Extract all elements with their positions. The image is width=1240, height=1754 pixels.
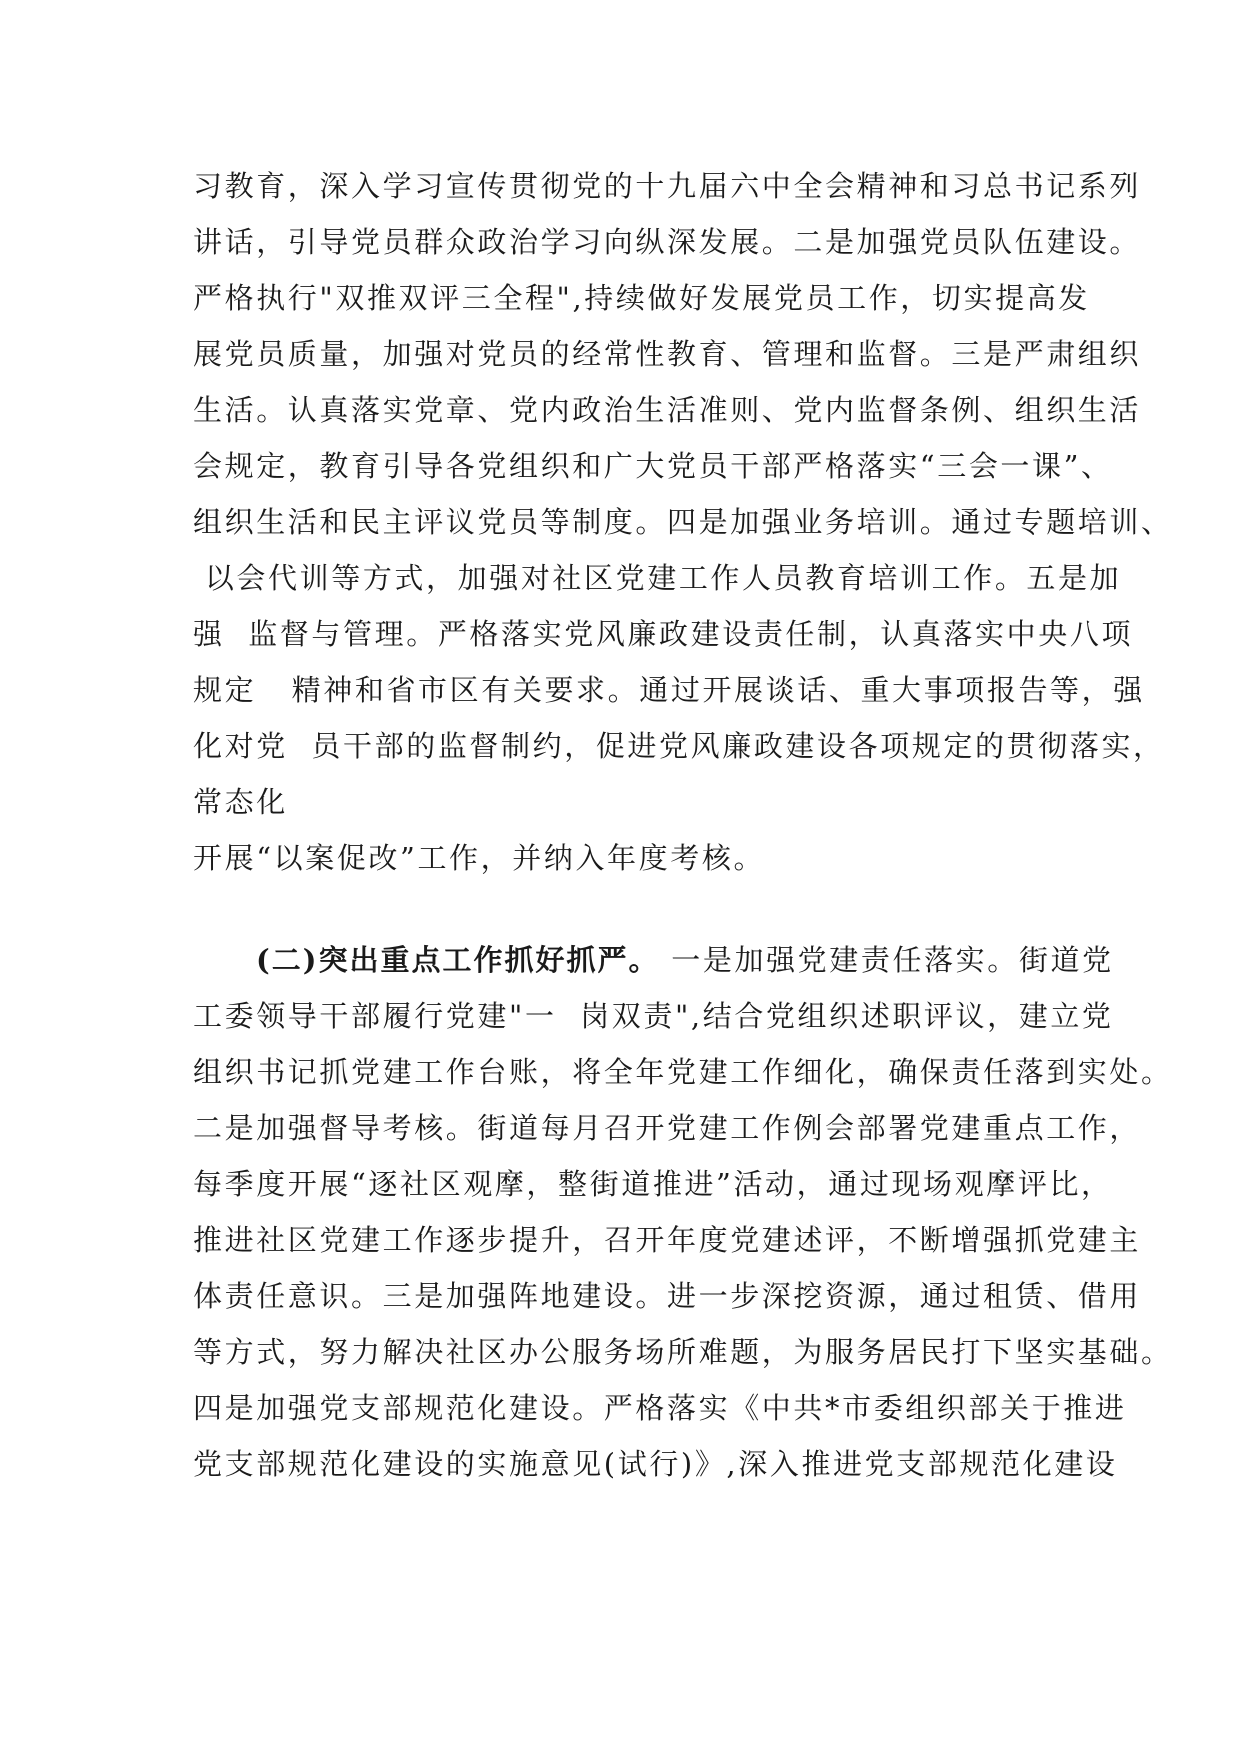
- body-line: 开展“以案促改”工作，并纳入年度考核。: [193, 841, 766, 875]
- body-line: 强 监督与管理。严格落实党风廉政建设责任制，认真落实中央八项: [193, 617, 1134, 651]
- body-line: 规定 精神和省市区有关要求。通过开展谈话、重大事项报告等，强: [193, 673, 1145, 707]
- body-line: 生活。认真落实党章、党内政治生活准则、党内监督条例、组织生活: [193, 393, 1142, 427]
- section-first-line-text: 一是加强党建责任落实。街道党: [659, 943, 1114, 977]
- body-line: 等方式，努力解决社区办公服务场所难题，为服务居民打下坚实基础。: [193, 1335, 1173, 1369]
- body-line: 化对党 员干部的监督制约，促进党风廉政建设各项规定的贯彻落实，: [193, 729, 1165, 763]
- body-line: 会规定，教育引导各党组织和广大党员干部严格落实“三会一课”、: [193, 449, 1113, 483]
- body-line: 二是加强督导考核。街道每月召开党建工作例会部署党建重点工作，: [193, 1111, 1142, 1145]
- body-line: 讲话，引导党员群众政治学习向纵深发展。二是加强党员队伍建设。: [193, 225, 1142, 259]
- section-heading: (二)突出重点工作抓好抓严。: [256, 943, 660, 977]
- body-line: 组织书记抓党建工作台账，将全年党建工作细化，确保责任落到实处。: [193, 1055, 1173, 1089]
- body-line: 展党员质量，加强对党员的经常性教育、管理和监督。三是严肃组织: [193, 337, 1142, 371]
- body-line: 体责任意识。三是加强阵地建设。进一步深挖资源，通过租赁、借用: [193, 1279, 1142, 1313]
- body-line: 以会代训等方式，加强对社区党建工作人员教育培训工作。五是加: [193, 561, 1122, 595]
- body-line: 严格执行"双推双评三全程",持续做好发展党员工作，切实提高发: [193, 281, 1090, 315]
- body-line: 每季度开展“逐社区观摩，整街道推进”活动，通过现场观摩评比，: [193, 1167, 1113, 1201]
- body-line: 工委领导干部履行党建"一 岗双责",结合党组织述职评议，建立党: [193, 999, 1114, 1033]
- body-line: 四是加强党支部规范化建设。严格落实《中共*市委组织部关于推进: [193, 1391, 1127, 1425]
- body-line: 习教育，深入学习宣传贯彻党的十九届六中全会精神和习总书记系列: [193, 169, 1142, 203]
- body-line: 党支部规范化建设的实施意见(试行)》,深入推进党支部规范化建设: [193, 1447, 1118, 1481]
- body-line: 组织生活和民主评议党员等制度。四是加强业务培训。通过专题培训、: [193, 505, 1173, 539]
- body-line: 常态化: [193, 785, 288, 819]
- body-line: 推进社区党建工作逐步提升，召开年度党建述评，不断增强抓党建主: [193, 1223, 1142, 1257]
- section-first-line: [256, 940, 1114, 980]
